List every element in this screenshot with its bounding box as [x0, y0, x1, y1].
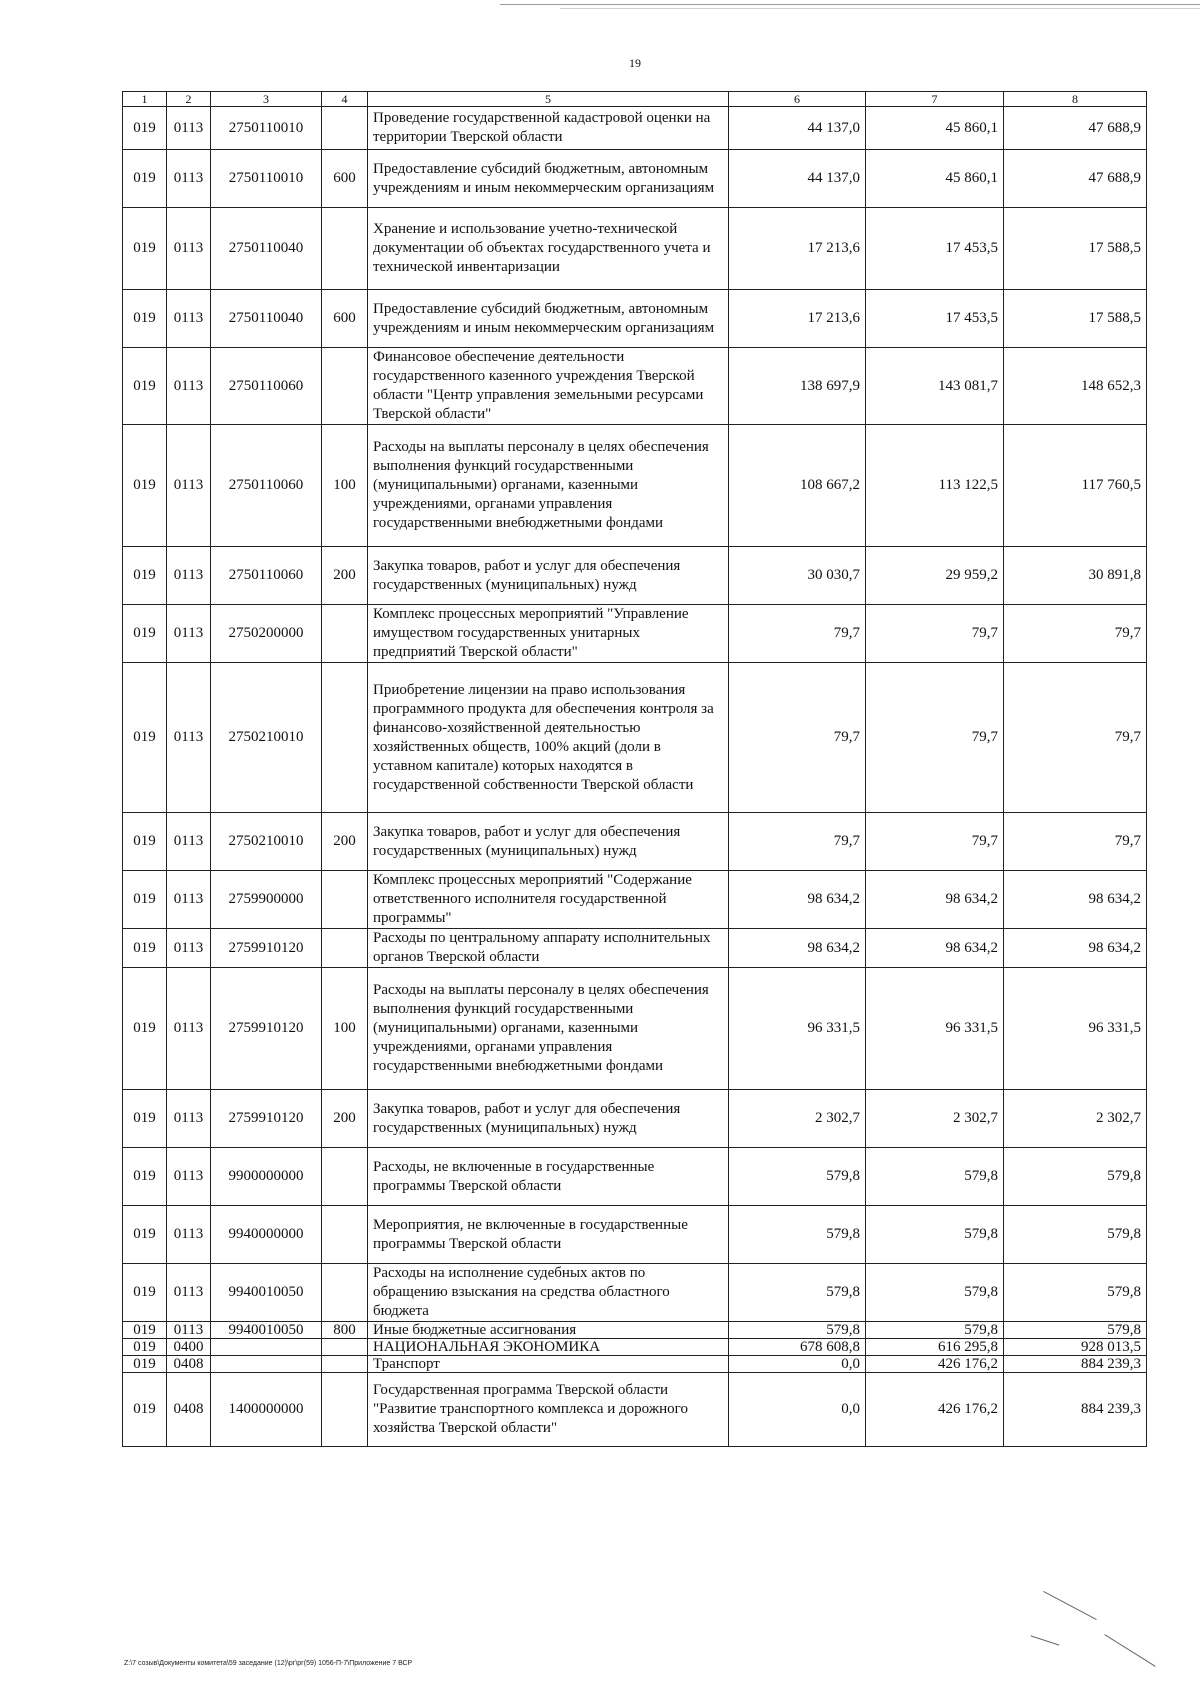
cell-section-code: 0113 [167, 1090, 211, 1148]
cell-gr-code: 019 [123, 208, 167, 290]
cell-amount-year-2: 616 295,8 [866, 1339, 1004, 1356]
table-row [123, 150, 1147, 208]
cell-amount-year-2: 79,7 [866, 605, 1004, 663]
cell-amount-year-1: 108 667,2 [729, 425, 866, 547]
cell-section-code: 0113 [167, 290, 211, 348]
cell-description: Комплекс процессных мероприятий "Управление имуществом государственных унитарных предприятий Тверской области" [368, 605, 729, 663]
cell-expense-type: 100 [322, 968, 368, 1090]
cell-expense-type [322, 1148, 368, 1206]
cell-amount-year-2: 113 122,5 [866, 425, 1004, 547]
cell-amount-year-3: 47 688,9 [1004, 150, 1147, 208]
cell-expense-type [322, 663, 368, 813]
cell-amount-year-2: 79,7 [866, 813, 1004, 871]
cell-target-article: 9940000000 [211, 1206, 322, 1264]
file-path-footer: Z:\7 созыв\Документы комитета\59 заседание (12)\рг\рг(59) 1056-П-7\Приложение 7 ВСР [124, 1660, 413, 1667]
cell-amount-year-2: 426 176,2 [866, 1373, 1004, 1447]
cell-section-code: 0113 [167, 605, 211, 663]
cell-description: Хранение и использование учетно-технической документации об объектах государственного учета и технической инвентаризации [368, 208, 729, 290]
table-body [123, 107, 1147, 1447]
table-row [123, 1373, 1147, 1447]
scan-mark [1104, 1634, 1155, 1667]
cell-expense-type [322, 348, 368, 425]
cell-amount-year-3: 98 634,2 [1004, 929, 1147, 968]
cell-amount-year-3: 884 239,3 [1004, 1373, 1147, 1447]
table-row [123, 425, 1147, 547]
cell-description: Финансовое обеспечение деятельности государственного казенного учреждения Тверской области "Центр управления земельными ресурсами Тверской области" [368, 348, 729, 425]
cell-section-code: 0113 [167, 547, 211, 605]
cell-amount-year-1: 2 302,7 [729, 1090, 866, 1148]
cell-amount-year-3: 17 588,5 [1004, 208, 1147, 290]
cell-gr-code: 019 [123, 348, 167, 425]
scan-edge-line [500, 4, 1200, 5]
cell-amount-year-3: 30 891,8 [1004, 547, 1147, 605]
cell-amount-year-3: 579,8 [1004, 1322, 1147, 1339]
cell-description: Государственная программа Тверской области "Развитие транспортного комплекса и дорожного хозяйства Тверской области" [368, 1373, 729, 1447]
cell-expense-type [322, 107, 368, 150]
cell-amount-year-1: 98 634,2 [729, 929, 866, 968]
cell-expense-type: 100 [322, 425, 368, 547]
cell-amount-year-1: 138 697,9 [729, 348, 866, 425]
cell-amount-year-2: 579,8 [866, 1148, 1004, 1206]
column-header: 1 [123, 92, 167, 107]
cell-amount-year-3: 579,8 [1004, 1264, 1147, 1322]
cell-description: Мероприятия, не включенные в государственные программы Тверской области [368, 1206, 729, 1264]
cell-target-article: 2759900000 [211, 871, 322, 929]
cell-amount-year-1: 579,8 [729, 1264, 866, 1322]
cell-section-code: 0113 [167, 871, 211, 929]
cell-gr-code: 019 [123, 605, 167, 663]
cell-description: Приобретение лицензии на право использования программного продукта для обеспечения контроля за финансово-хозяйственной деятельностью хозяйственных обществ, 100% акций (доли в уставном капитале) которых находятся в государственной собственности Тверской области [368, 663, 729, 813]
cell-expense-type: 200 [322, 1090, 368, 1148]
cell-amount-year-1: 17 213,6 [729, 208, 866, 290]
cell-amount-year-2: 45 860,1 [866, 150, 1004, 208]
cell-expense-type: 800 [322, 1322, 368, 1339]
table-row [123, 605, 1147, 663]
cell-target-article: 2750200000 [211, 605, 322, 663]
cell-amount-year-3: 579,8 [1004, 1206, 1147, 1264]
cell-description: Расходы по центральному аппарату исполнительных органов Тверской области [368, 929, 729, 968]
cell-amount-year-2: 17 453,5 [866, 290, 1004, 348]
cell-amount-year-3: 928 013,5 [1004, 1339, 1147, 1356]
page-number: 19 [629, 56, 641, 70]
cell-amount-year-1: 98 634,2 [729, 871, 866, 929]
scan-mark [1043, 1591, 1096, 1620]
table-row [123, 929, 1147, 968]
cell-target-article [211, 1339, 322, 1356]
cell-section-code: 0113 [167, 1264, 211, 1322]
cell-gr-code: 019 [123, 663, 167, 813]
cell-amount-year-1: 44 137,0 [729, 107, 866, 150]
cell-amount-year-3: 2 302,7 [1004, 1090, 1147, 1148]
cell-target-article: 2750110040 [211, 290, 322, 348]
cell-gr-code: 019 [123, 1148, 167, 1206]
cell-amount-year-2: 2 302,7 [866, 1090, 1004, 1148]
cell-amount-year-3: 47 688,9 [1004, 107, 1147, 150]
table-row [123, 547, 1147, 605]
cell-amount-year-2: 79,7 [866, 663, 1004, 813]
cell-gr-code: 019 [123, 150, 167, 208]
cell-description: Закупка товаров, работ и услуг для обеспечения государственных (муниципальных) нужд [368, 813, 729, 871]
cell-amount-year-1: 79,7 [729, 663, 866, 813]
cell-amount-year-3: 79,7 [1004, 605, 1147, 663]
cell-gr-code: 019 [123, 1322, 167, 1339]
table-row [123, 107, 1147, 150]
cell-amount-year-1: 0,0 [729, 1356, 866, 1373]
cell-expense-type [322, 208, 368, 290]
header-row [123, 92, 1147, 107]
cell-amount-year-2: 579,8 [866, 1206, 1004, 1264]
cell-gr-code: 019 [123, 547, 167, 605]
cell-gr-code: 019 [123, 871, 167, 929]
cell-section-code: 0113 [167, 929, 211, 968]
cell-section-code: 0113 [167, 425, 211, 547]
cell-amount-year-1: 44 137,0 [729, 150, 866, 208]
cell-gr-code: 019 [123, 425, 167, 547]
column-header: 6 [729, 92, 866, 107]
cell-target-article: 2750110010 [211, 150, 322, 208]
cell-expense-type: 600 [322, 290, 368, 348]
cell-section-code: 0113 [167, 107, 211, 150]
cell-expense-type [322, 871, 368, 929]
cell-amount-year-2: 579,8 [866, 1264, 1004, 1322]
cell-target-article: 1400000000 [211, 1373, 322, 1447]
cell-gr-code: 019 [123, 929, 167, 968]
column-header: 7 [866, 92, 1004, 107]
cell-section-code: 0408 [167, 1373, 211, 1447]
table-row [123, 1322, 1147, 1339]
scan-mark [1031, 1635, 1060, 1645]
cell-target-article: 2750110060 [211, 348, 322, 425]
cell-gr-code: 019 [123, 1206, 167, 1264]
cell-expense-type [322, 1339, 368, 1356]
scan-edge-line [560, 8, 1200, 9]
cell-target-article: 9940010050 [211, 1264, 322, 1322]
cell-gr-code: 019 [123, 107, 167, 150]
table-row [123, 290, 1147, 348]
cell-amount-year-1: 96 331,5 [729, 968, 866, 1090]
cell-amount-year-2: 45 860,1 [866, 107, 1004, 150]
cell-expense-type: 600 [322, 150, 368, 208]
cell-gr-code: 019 [123, 1373, 167, 1447]
cell-amount-year-1: 678 608,8 [729, 1339, 866, 1356]
cell-description: Расходы, не включенные в государственные программы Тверской области [368, 1148, 729, 1206]
table-row [123, 1090, 1147, 1148]
cell-section-code: 0113 [167, 968, 211, 1090]
cell-gr-code: 019 [123, 968, 167, 1090]
cell-expense-type: 200 [322, 813, 368, 871]
column-header: 3 [211, 92, 322, 107]
cell-expense-type [322, 1206, 368, 1264]
cell-amount-year-2: 143 081,7 [866, 348, 1004, 425]
cell-expense-type [322, 1373, 368, 1447]
cell-amount-year-3: 117 760,5 [1004, 425, 1147, 547]
cell-target-article: 2750210010 [211, 663, 322, 813]
cell-description: Расходы на выплаты персоналу в целях обеспечения выполнения функций государственными (муниципальными) органами, казенными учреждениями, органами управления государственными внебюджетными фондами [368, 425, 729, 547]
table-row [123, 968, 1147, 1090]
cell-section-code: 0400 [167, 1339, 211, 1356]
column-header: 8 [1004, 92, 1147, 107]
cell-description: Проведение государственной кадастровой оценки на территории Тверской области [368, 107, 729, 150]
cell-target-article: 9940010050 [211, 1322, 322, 1339]
cell-expense-type [322, 605, 368, 663]
cell-amount-year-3: 98 634,2 [1004, 871, 1147, 929]
cell-section-code: 0113 [167, 813, 211, 871]
column-header: 4 [322, 92, 368, 107]
cell-amount-year-2: 17 453,5 [866, 208, 1004, 290]
cell-amount-year-3: 579,8 [1004, 1148, 1147, 1206]
budget-table [122, 91, 1147, 1447]
cell-amount-year-1: 79,7 [729, 813, 866, 871]
cell-amount-year-2: 29 959,2 [866, 547, 1004, 605]
table-row [123, 348, 1147, 425]
cell-amount-year-1: 579,8 [729, 1322, 866, 1339]
cell-section-code: 0113 [167, 208, 211, 290]
cell-description: Расходы на исполнение судебных актов по обращению взыскания на средства областного бюджета [368, 1264, 729, 1322]
cell-target-article: 2750110060 [211, 547, 322, 605]
cell-target-article: 2759910120 [211, 1090, 322, 1148]
cell-expense-type [322, 929, 368, 968]
cell-description: Комплекс процессных мероприятий "Содержание ответственного исполнителя государственной программы" [368, 871, 729, 929]
cell-description: Предоставление субсидий бюджетным, автономным учреждениям и иным некоммерческим организациям [368, 150, 729, 208]
table-row [123, 1356, 1147, 1373]
cell-expense-type: 200 [322, 547, 368, 605]
cell-target-article: 2750110040 [211, 208, 322, 290]
cell-expense-type [322, 1356, 368, 1373]
cell-amount-year-3: 79,7 [1004, 663, 1147, 813]
cell-target-article: 9900000000 [211, 1148, 322, 1206]
cell-section-code: 0113 [167, 1148, 211, 1206]
cell-section-code: 0113 [167, 150, 211, 208]
cell-gr-code: 019 [123, 1339, 167, 1356]
column-header: 2 [167, 92, 211, 107]
cell-gr-code: 019 [123, 813, 167, 871]
cell-expense-type [322, 1264, 368, 1322]
cell-amount-year-2: 98 634,2 [866, 929, 1004, 968]
table-row [123, 663, 1147, 813]
cell-description: Транспорт [368, 1356, 729, 1373]
cell-section-code: 0113 [167, 348, 211, 425]
cell-description: Предоставление субсидий бюджетным, автономным учреждениям и иным некоммерческим организациям [368, 290, 729, 348]
table-row [123, 871, 1147, 929]
cell-gr-code: 019 [123, 290, 167, 348]
table-row [123, 1206, 1147, 1264]
table-row [123, 1148, 1147, 1206]
column-header: 5 [368, 92, 729, 107]
cell-target-article: 2759910120 [211, 929, 322, 968]
cell-amount-year-1: 17 213,6 [729, 290, 866, 348]
cell-amount-year-3: 17 588,5 [1004, 290, 1147, 348]
cell-amount-year-2: 426 176,2 [866, 1356, 1004, 1373]
cell-section-code: 0113 [167, 1322, 211, 1339]
cell-description: Закупка товаров, работ и услуг для обеспечения государственных (муниципальных) нужд [368, 547, 729, 605]
cell-amount-year-2: 579,8 [866, 1322, 1004, 1339]
cell-gr-code: 019 [123, 1090, 167, 1148]
cell-target-article: 2759910120 [211, 968, 322, 1090]
cell-amount-year-1: 30 030,7 [729, 547, 866, 605]
cell-amount-year-3: 79,7 [1004, 813, 1147, 871]
cell-section-code: 0113 [167, 663, 211, 813]
cell-amount-year-2: 98 634,2 [866, 871, 1004, 929]
table-row [123, 813, 1147, 871]
cell-amount-year-3: 96 331,5 [1004, 968, 1147, 1090]
cell-description: Закупка товаров, работ и услуг для обеспечения государственных (муниципальных) нужд [368, 1090, 729, 1148]
cell-amount-year-2: 96 331,5 [866, 968, 1004, 1090]
cell-target-article: 2750210010 [211, 813, 322, 871]
cell-gr-code: 019 [123, 1356, 167, 1373]
cell-target-article: 2750110010 [211, 107, 322, 150]
cell-section-code: 0113 [167, 1206, 211, 1264]
cell-section-code: 0408 [167, 1356, 211, 1373]
table-row [123, 1264, 1147, 1322]
cell-amount-year-1: 579,8 [729, 1206, 866, 1264]
cell-amount-year-1: 579,8 [729, 1148, 866, 1206]
table-row [123, 208, 1147, 290]
cell-amount-year-3: 884 239,3 [1004, 1356, 1147, 1373]
cell-target-article [211, 1356, 322, 1373]
cell-amount-year-3: 148 652,3 [1004, 348, 1147, 425]
cell-description: Иные бюджетные ассигнования [368, 1322, 729, 1339]
cell-amount-year-1: 0,0 [729, 1373, 866, 1447]
cell-amount-year-1: 79,7 [729, 605, 866, 663]
cell-target-article: 2750110060 [211, 425, 322, 547]
cell-description: Расходы на выплаты персоналу в целях обеспечения выполнения функций государственными (муниципальными) органами, казенными учреждениями, органами управления государственными внебюджетными фондами [368, 968, 729, 1090]
cell-description: НАЦИОНАЛЬНАЯ ЭКОНОМИКА [368, 1339, 729, 1356]
table-row [123, 1339, 1147, 1356]
cell-gr-code: 019 [123, 1264, 167, 1322]
